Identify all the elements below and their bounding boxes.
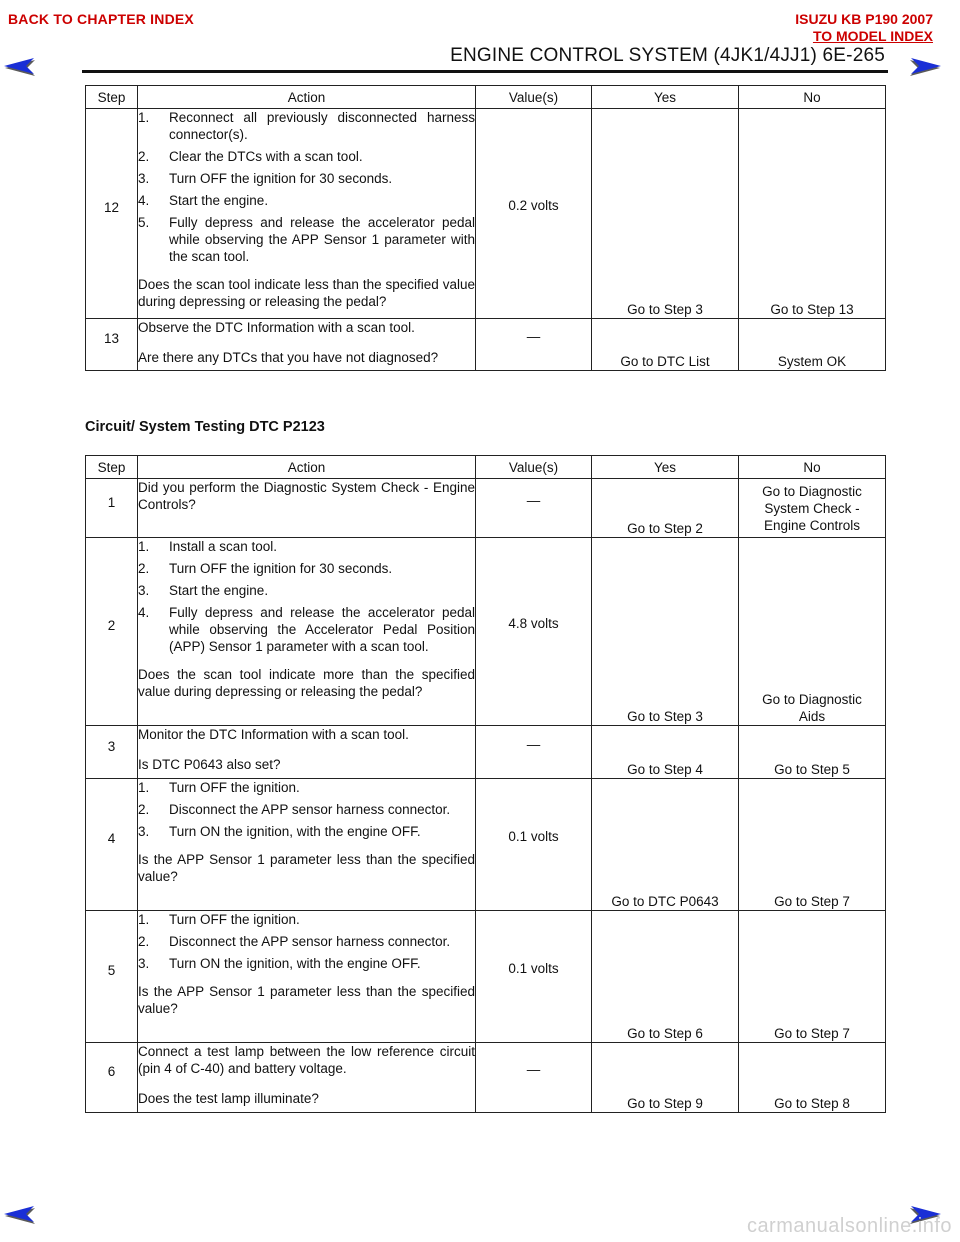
instruction-text: Monitor the DTC Information with a scan tool. [138,727,409,742]
value-cell: — [476,479,592,538]
instruction-text: Observe the DTC Information with a scan tool. [138,320,415,335]
question-text: Did you perform the Diagnostic System Check - Engine Controls? [138,480,475,512]
list-item: 1. Reconnect all previously disconnected harness connector(s). [138,110,475,142]
value-cell: — [476,726,592,779]
no-cell: Go to Step 7 [739,911,886,1043]
no-cell: Go to Step 8 [739,1043,886,1113]
value-cell: 0.1 volts [476,911,592,1043]
value-cell: 0.1 volts [476,779,592,911]
no-cell: System OK [739,319,886,371]
value-cell: 0.2 volts [476,109,592,319]
col-header-no: No [739,456,886,479]
header-rule [82,70,888,73]
table-row-step-3 [86,726,886,779]
yes-cell: Go to Step 4 [592,726,739,779]
yes-cell: Go to Step 3 [592,109,739,319]
step-number: 1 [86,479,138,538]
question-text: Are there any DTCs that you have not diagnosed? [138,350,439,365]
list-item: 3. Turn OFF the ignition for 30 seconds. [138,171,393,186]
back-to-chapter-index-link[interactable]: BACK TO CHAPTER INDEX [8,11,194,27]
no-cell: Go to Step 7 [739,779,886,911]
value-cell: — [476,319,592,371]
no-cell: Go to Step 5 [739,726,886,779]
col-header-yes: Yes [592,86,739,109]
page-header-title: ENGINE CONTROL SYSTEM (4JK1/4JJ1) 6E-265 [450,45,885,66]
col-header-value: Value(s) [476,456,592,479]
step-number: 2 [86,538,138,726]
step-number: 12 [86,109,138,319]
question-text: Is the APP Sensor 1 parameter less than the specified value? [138,852,475,884]
table-row-step-1 [86,479,886,538]
model-title: ISUZU KB P190 2007 [795,11,933,27]
action-cell [138,911,476,1043]
list-item: 2. Turn OFF the ignition for 30 seconds. [138,561,393,576]
model-header [795,11,933,45]
col-header-yes: Yes [592,456,739,479]
action-cell [138,779,476,911]
table-row-step-12 [86,109,886,319]
table-header-row [86,86,886,109]
circuit-system-testing-table [85,455,886,1113]
action-cell [138,479,476,538]
instruction-text: Connect a test lamp between the low reference circuit (pin 4 of C-40) and battery voltage. [138,1044,475,1076]
step-number: 3 [86,726,138,779]
col-header-step: Step [86,86,138,109]
no-cell: Go to Diagnostic System Check - Engine Controls [739,479,886,538]
question-text: Does the test lamp illuminate? [138,1091,319,1106]
action-cell [138,109,476,319]
action-cell [138,1043,476,1113]
yes-cell: Go to Step 9 [592,1043,739,1113]
value-cell: 4.8 volts [476,538,592,726]
list-item: 1. Turn OFF the ignition. [138,780,300,795]
question-text: Does the scan tool indicate more than the specified value during depressing or releasing the pedal? [138,667,475,699]
col-header-action: Action [138,86,476,109]
list-item: 2. Clear the DTCs with a scan tool. [138,149,363,164]
table-header-row [86,456,886,479]
yes-cell: Go to DTC List [592,319,739,371]
yes-cell: Go to Step 6 [592,911,739,1043]
list-item: 1. Turn OFF the ignition. [138,912,300,927]
list-item: 3. Start the engine. [138,583,269,598]
next-page-arrow-icon[interactable] [908,57,942,77]
diagnostic-table-continued [85,85,886,371]
col-header-action: Action [138,456,476,479]
section-title: Circuit/ System Testing DTC P2123 [85,419,325,435]
yes-cell: Go to DTC P0643 [592,779,739,911]
watermark-text: carmanualsonline.info [746,1215,952,1237]
col-header-step: Step [86,456,138,479]
list-item: 2. Disconnect the APP sensor harness connector. [138,802,451,817]
step-number: 13 [86,319,138,371]
previous-page-arrow-icon[interactable] [3,57,37,77]
list-item: 3. Turn ON the ignition, with the engine OFF. [138,956,421,971]
step-number: 5 [86,911,138,1043]
list-item: 5. Fully depress and release the accelerator pedal while observing the APP Sensor 1 parameter with the scan tool. [138,215,475,264]
list-item: 1. Install a scan tool. [138,539,278,554]
question-text: Does the scan tool indicate less than the specified value during depressing or releasing the pedal? [138,277,475,309]
value-cell: — [476,1043,592,1113]
no-cell: Go to Step 13 [739,109,886,319]
action-cell [138,319,476,371]
table-row-step-2 [86,538,886,726]
to-model-index-link[interactable]: TO MODEL INDEX [812,28,933,44]
action-cell [138,726,476,779]
list-item: 3. Turn ON the ignition, with the engine OFF. [138,824,421,839]
step-number: 6 [86,1043,138,1113]
table-row-step-5 [86,911,886,1043]
col-header-value: Value(s) [476,86,592,109]
list-item: 4. Fully depress and release the accelerator pedal while observing the Accelerator Pedal Position (APP) Sensor 1 parameter with a scan tool. [138,605,475,654]
action-cell [138,538,476,726]
table-row-step-4 [86,779,886,911]
yes-cell: Go to Step 2 [592,479,739,538]
step-number: 4 [86,779,138,911]
list-item: 2. Disconnect the APP sensor harness connector. [138,934,451,949]
yes-cell: Go to Step 3 [592,538,739,726]
table-row-step-6 [86,1043,886,1113]
question-text: Is DTC P0643 also set? [138,757,281,772]
no-cell: Go to Diagnostic Aids [739,538,886,726]
list-item: 4. Start the engine. [138,193,269,208]
col-header-no: No [739,86,886,109]
table-row-step-13 [86,319,886,371]
question-text: Is the APP Sensor 1 parameter less than the specified value? [138,984,475,1016]
previous-page-arrow-icon[interactable] [3,1205,37,1225]
